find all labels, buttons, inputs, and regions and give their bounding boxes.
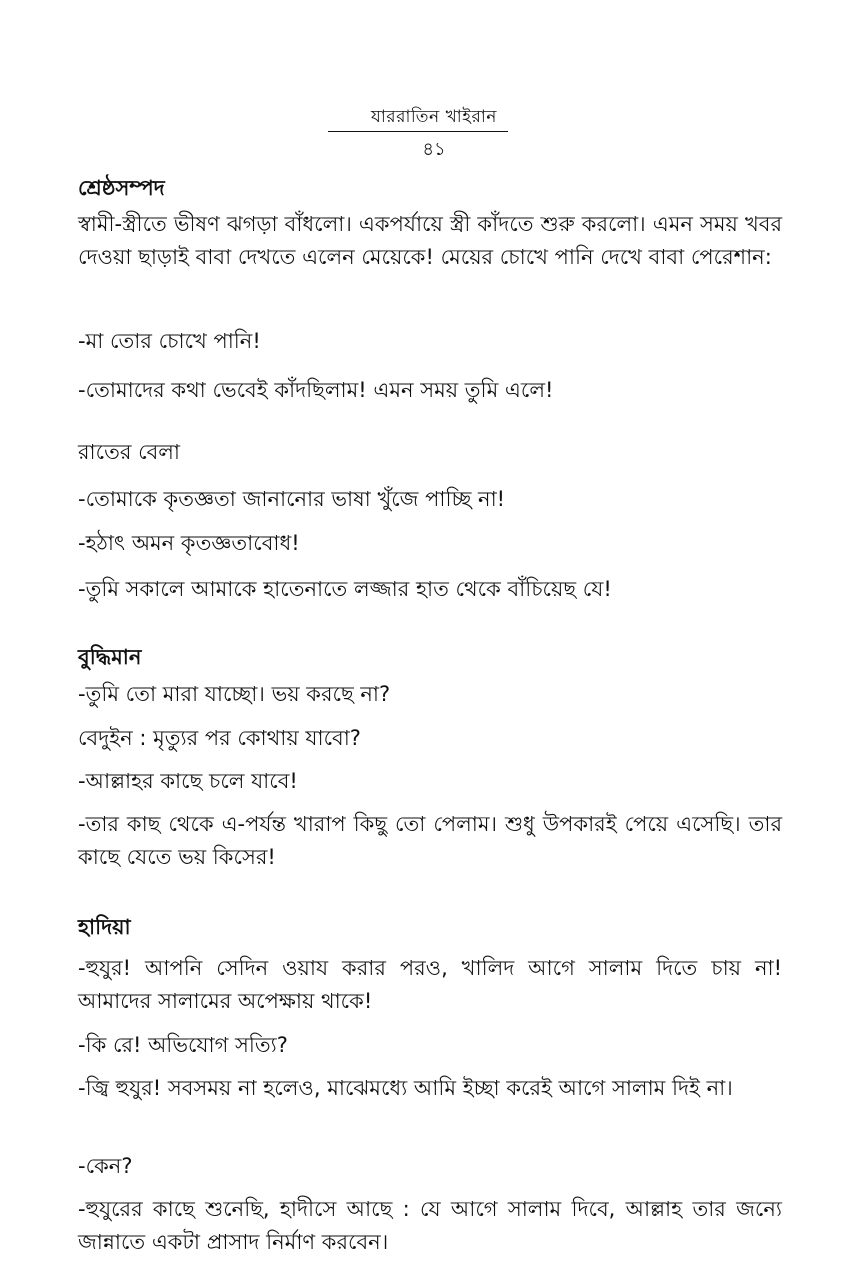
dialogue-line: -তুমি সকালে আমাকে হাতেনাতে লজ্জার হাত থেকে বাঁচিয়েছ যে! xyxy=(78,577,612,601)
paragraph: -তার কাছ থেকে এ-পর্যন্ত খারাপ কিছু তো পেলাম। শুধু উপকারই পেয়ে এসেছি। তার কাছে যেতে ভয় কিসের! xyxy=(78,812,782,869)
paragraph: স্বামী-স্ত্রীতে ভীষণ ঝগড়া বাঁধলো। একপর্যায়ে স্ত্রী কাঁদতে শুরু করলো। এমন সময় খবর দেওয়া ছাড়াই বাবা দেখতে এলেন মেয়েকে! মেয়ের চোখে পানি দেখে বাবা পেরেশান: xyxy=(78,212,782,269)
header-rule xyxy=(328,131,508,132)
paragraph: -হুযুর! আপনি সেদিন ওয়ায করার পরও, খালিদ আগে সালাম দিতে চায় না! আমাদের সালামের অপেক্ষায় থাকে! xyxy=(78,956,782,1013)
section-heading: বুদ্ধিমান xyxy=(78,645,142,669)
dialogue-line: -হঠাৎ অমন কৃতজ্ঞতাবোধ! xyxy=(78,531,300,555)
dialogue-line: -মা তোর চোখে পানি! xyxy=(78,329,261,353)
dialogue-line: বেদুইন : মৃত্যুর পর কোথায় যাবো? xyxy=(78,726,361,750)
section-heading: শ্রেষ্ঠসম্পদ xyxy=(78,176,165,200)
section-heading: রাতের বেলা xyxy=(78,440,181,464)
dialogue-line: -তোমাদের কথা ভেবেই কাঁদছিলাম! এমন সময় তুমি এলে! xyxy=(78,378,554,402)
dialogue-line: -তোমাকে কৃতজ্ঞতা জানানোর ভাষা খুঁজে পাচ্ছি না! xyxy=(78,487,506,511)
dialogue-line: -কি রে! অভিযোগ সত্যি? xyxy=(78,1033,288,1057)
dialogue-line: -কেন? xyxy=(78,1154,133,1178)
page-number: ৪১ xyxy=(422,139,446,160)
dialogue-line: -আল্লাহর কাছে চলে যাবে! xyxy=(78,769,298,793)
paragraph: -হুযুরের কাছে শুনেছি, হাদীসে আছে : যে আগে সালাম দিবে, আল্লাহ তার জন্যে জান্নাতে একটা প্রাসাদ নির্মাণ করবেন। xyxy=(78,1197,782,1254)
section-heading: হাদিয়া xyxy=(78,915,131,939)
dialogue-line: -তুমি তো মারা যাচ্ছো। ভয় করছে না? xyxy=(78,682,391,706)
paragraph: -জ্বি হুযুর! সবসময় না হলেও, মাঝেমধ্যে আমি ইচ্ছা করেই আগে সালাম দিই না। xyxy=(78,1076,733,1100)
running-title: যাররাতিন খাইরান xyxy=(371,107,497,127)
